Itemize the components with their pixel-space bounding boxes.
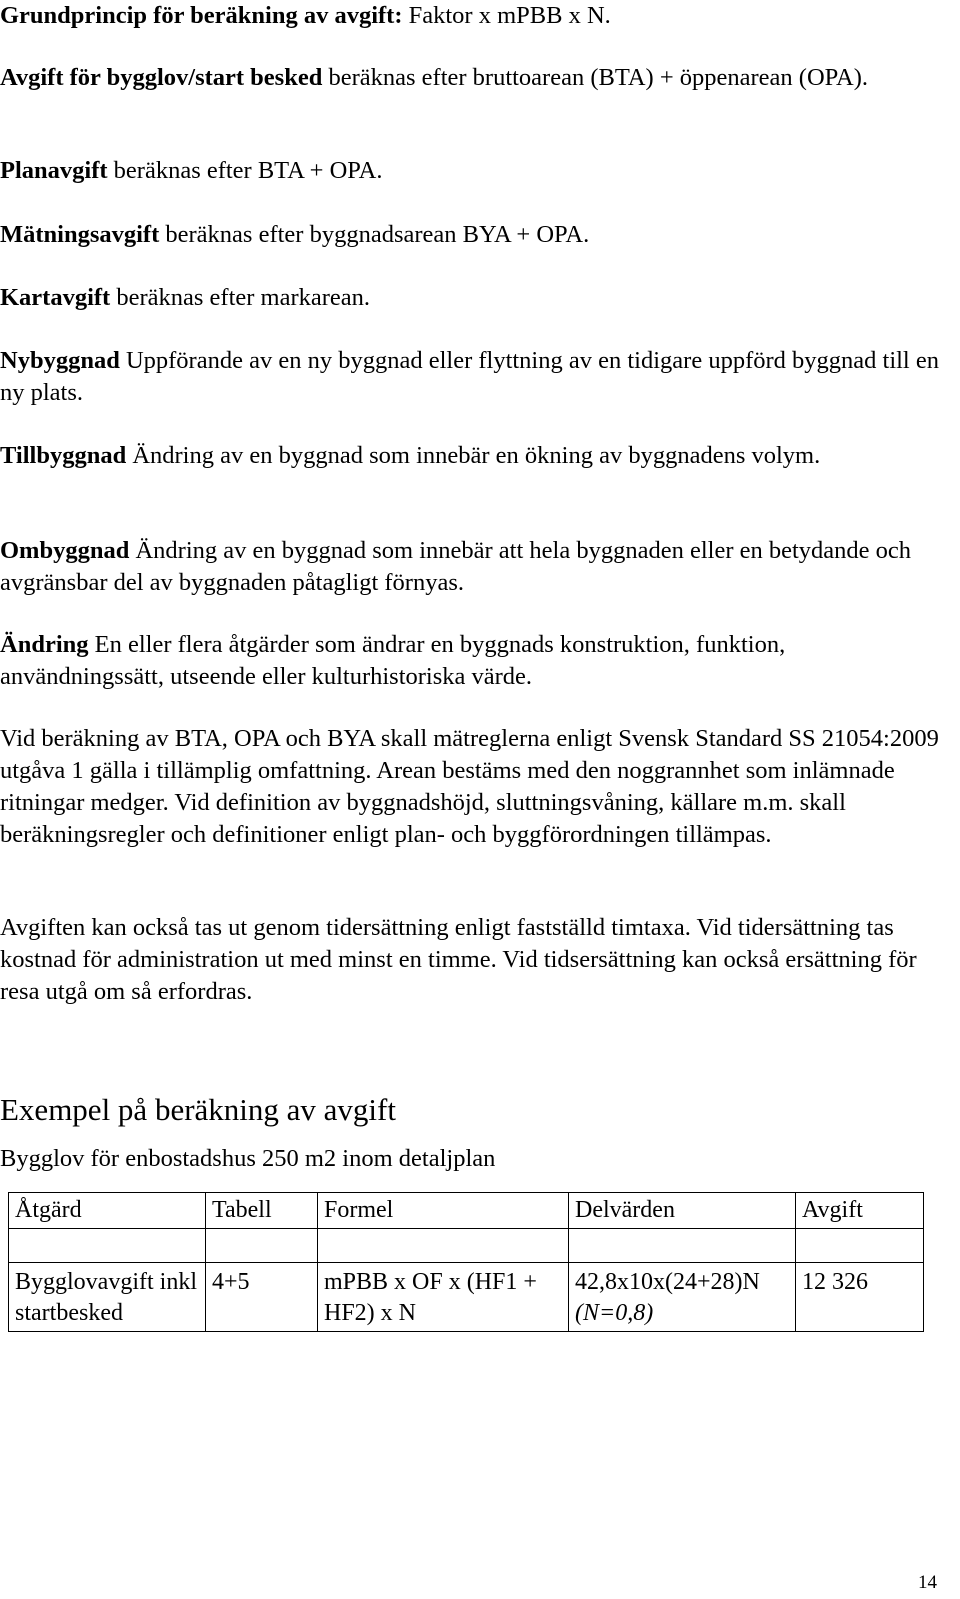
definition-grundprincip (0, 0, 955, 32)
delvarden-value: 42,8x10x(24+28)N (575, 1269, 760, 1295)
empty-cell (796, 1229, 924, 1263)
header-avgift: Avgift (796, 1193, 924, 1229)
definition-text: Uppförande av en ny byggnad eller flyttning av en tidigare uppförd byggnad till en ny plats. (0, 347, 939, 406)
empty-cell (569, 1229, 796, 1263)
paragraph-matregler: Vid beräkning av BTA, OPA och BYA skall mätreglerna enligt Svensk Standard SS 21054:2009 utgåva 1 gälla i tillämplig omfattning. Arean bestäms med den noggrannhet som inlämnade ritningar medger. Vid definition av byggnadshöjd, sluttningsvåning, källare m.m. skall beräkningsregler och definitioner enligt plan- och byggförordningen tillämpas. (0, 725, 939, 848)
definition-text: beräknas efter bruttoarean (BTA) + öppenarean (OPA). (322, 64, 868, 91)
definition-text: Ändring av en byggnad som innebär att hela byggnaden eller en betydande och avgränsbar del av byggnaden påtagligt förnyas. (0, 537, 912, 596)
delvarden-note: (N=0,8) (575, 1300, 654, 1326)
definition-text: beräknas efter markarean. (110, 284, 371, 311)
header-tabell: Tabell (206, 1193, 318, 1229)
page-number: 14 (918, 1572, 937, 1593)
table-empty-row (9, 1229, 924, 1263)
definition-term: Tillbyggnad (0, 442, 127, 469)
definition-matningsavgift (0, 219, 955, 251)
definition-tillbyggnad (0, 440, 955, 472)
header-formel: Formel (318, 1193, 569, 1229)
definition-term: Nybyggnad (0, 347, 120, 374)
empty-cell (9, 1229, 206, 1263)
definition-term: Ändring (0, 631, 89, 658)
cell-atgard: Bygglovavgift inkl startbesked (9, 1263, 206, 1332)
definition-avgift-bygglov (0, 62, 955, 94)
definition-text: beräknas efter byggnadsarean BYA + OPA. (159, 221, 590, 248)
definition-term: Ombyggnad (0, 537, 130, 564)
definition-term: Kartavgift (0, 284, 111, 311)
table-header-row (9, 1193, 924, 1229)
definition-planavgift (0, 155, 955, 187)
definition-nybyggnad (0, 345, 955, 409)
definition-andring (0, 629, 955, 693)
example-title: Exempel på beräkning av avgift (0, 1092, 396, 1127)
definition-ombyggnad (0, 535, 955, 599)
cell-tabell: 4+5 (206, 1263, 318, 1332)
definition-term: Mätningsavgift (0, 221, 160, 248)
cell-avgift: 12 326 (796, 1263, 924, 1332)
definition-term: Grundprincip för beräkning av avgift: (0, 2, 403, 29)
definition-term: Planavgift (0, 157, 108, 184)
definition-kartavgift (0, 282, 955, 314)
definition-text: Faktor x mPBB x N. (402, 2, 611, 29)
fee-example-table (8, 1192, 924, 1332)
header-delvarden: Delvärden (569, 1193, 796, 1229)
empty-cell (318, 1229, 569, 1263)
definition-text: En eller flera åtgärder som ändrar en byggnads konstruktion, funktion, användningssätt, utseende eller kulturhistoriska värde. (0, 631, 786, 690)
definition-text: beräknas efter BTA + OPA. (107, 157, 383, 184)
definition-text: Ändring av en byggnad som innebär en ökning av byggnadens volym. (126, 442, 821, 469)
cell-delvarden (569, 1263, 796, 1332)
paragraph-tidersattning: Avgiften kan också tas ut genom tidersättning enligt fastställd timtaxa. Vid tidersättning tas kostnad för administration ut med minst en timme. Vid tidsersättning kan också ersättning för resa utgå om så erfordras. (0, 914, 917, 1005)
example-subtitle: Bygglov för enbostadshus 250 m2 inom detaljplan (0, 1145, 496, 1172)
table-row (9, 1263, 924, 1332)
definition-term: Avgift för bygglov/start besked (0, 64, 323, 91)
cell-formel: mPBB x OF x (HF1 + HF2) x N (318, 1263, 569, 1332)
header-atgard: Åtgärd (9, 1193, 206, 1229)
empty-cell (206, 1229, 318, 1263)
